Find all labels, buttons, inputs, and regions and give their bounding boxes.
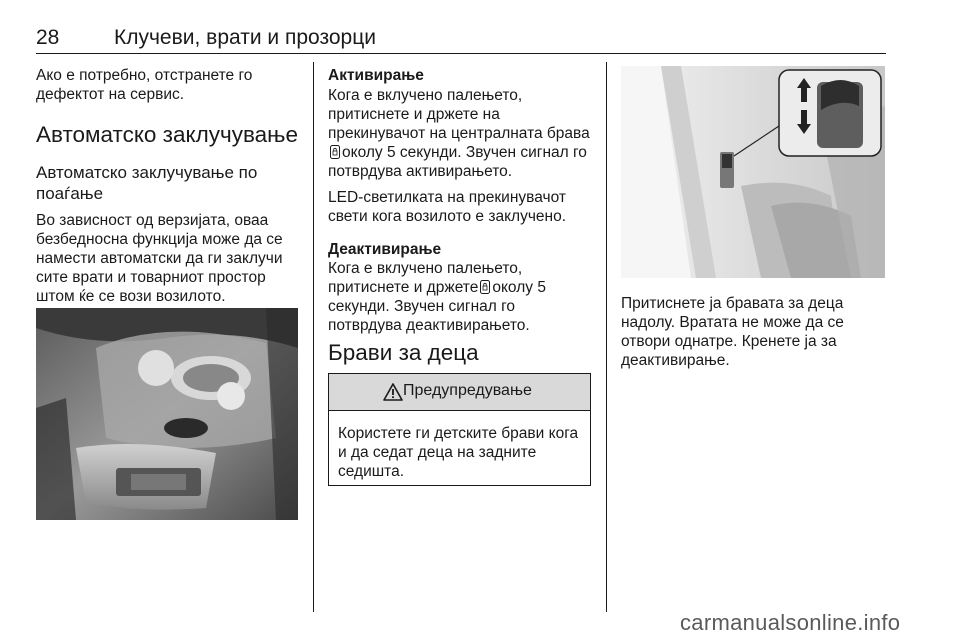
warning-triangle-icon <box>383 383 403 401</box>
page-title: Клучеви, врати и прозорци <box>114 26 376 49</box>
column-divider-2 <box>606 62 607 612</box>
column-divider-1 <box>313 62 314 612</box>
warning-box <box>328 373 591 486</box>
intro-paragraph: Ако е потребно, отстранете го дефектот на сервис. <box>36 67 253 103</box>
lock-icon <box>330 145 340 159</box>
warning-header <box>329 374 590 411</box>
page-number: 28 <box>36 26 60 49</box>
overhead-console-photo <box>36 308 298 520</box>
auto-lock-body: Во зависност од верзијата, оваа безбедносна функција може да се намести автоматски да ги заклучи сите врати и товарниот простор штом ќе се вози возилото. <box>36 212 283 305</box>
warning-text: Користете ги детските брави кога и да седат деца на задните седишта. <box>338 425 579 480</box>
section-heading-child-locks: Брави за деца <box>328 340 479 365</box>
lock-icon <box>480 280 490 294</box>
warning-label: Предупредување <box>403 382 532 399</box>
child-lock-photo <box>621 66 885 278</box>
deactivation-title: Деактивирање <box>328 241 442 258</box>
led-paragraph: LED-светилката на прекинувачот свети кога возилото е заклучено. <box>328 189 567 225</box>
watermark: carmanualsonline.info <box>680 610 901 635</box>
activation-title: Активирање <box>328 67 424 84</box>
section-heading-auto-lock: Автоматско заклучување <box>36 122 298 147</box>
page-header <box>36 24 886 54</box>
child-lock-caption: Притиснете ја бравата за деца надолу. Вратата не може да се отвори однатре. Кренете ја за деактивирање. <box>621 295 844 369</box>
activation-body: Кога е вклучено палењето, притиснете и држете на прекинувачот на централната браваоколу 5 секунди. Звучен сигнал го потврдува активирањето. <box>328 87 590 180</box>
subheading-auto-lock-drive: Автоматско заклучување по поаѓање <box>36 163 258 203</box>
header-divider <box>36 53 886 54</box>
deactivation-body: Кога е вклучено палењето, притиснете и држете околу 5 секунди. Звучен сигнал го потврдува деактивирањето. <box>328 260 546 334</box>
